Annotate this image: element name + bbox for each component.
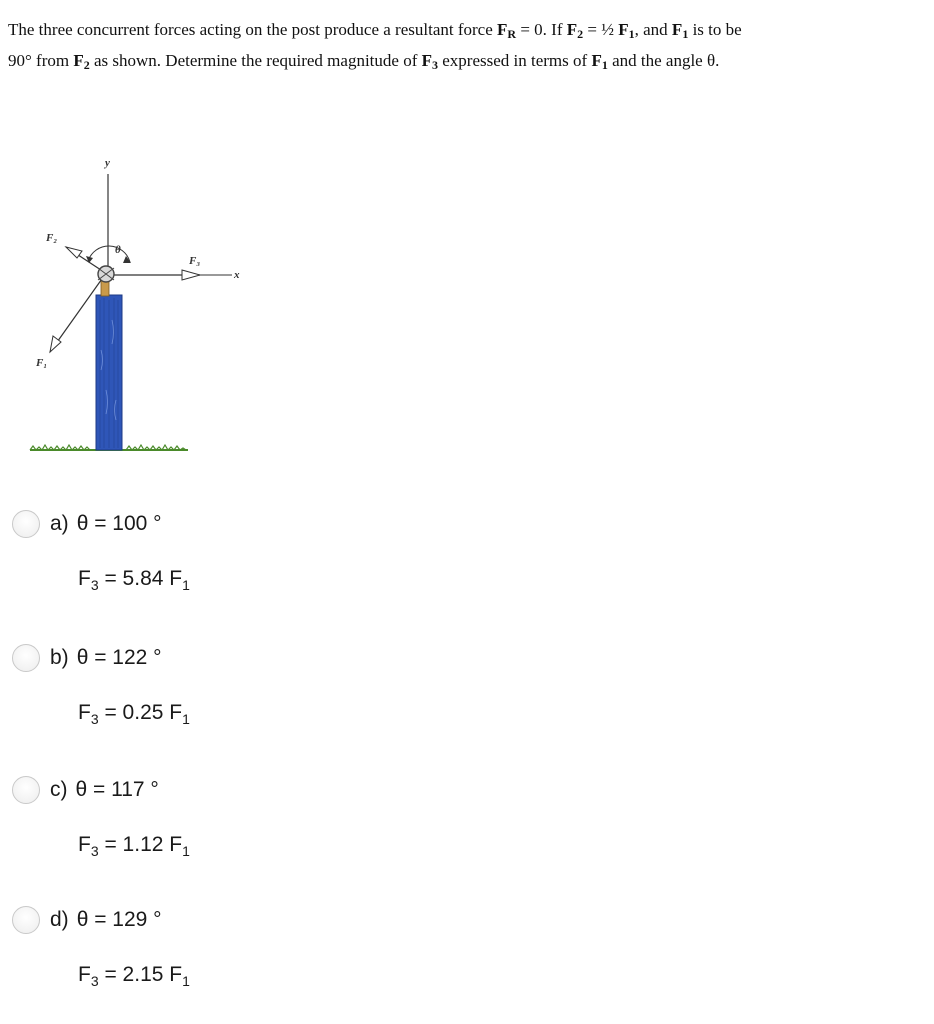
question-fragment: , and <box>634 20 672 39</box>
x-axis-label: x <box>234 269 240 281</box>
f3-vector <box>110 255 240 281</box>
question-fragment: and the angle θ. <box>607 51 720 70</box>
f1-vector <box>35 276 104 369</box>
option-d-radio[interactable] <box>12 906 40 934</box>
question-fragment: = 0. If <box>516 20 567 39</box>
option-b-theta: b) θ = 122 ° <box>50 646 162 669</box>
f2-label: F₂ <box>46 232 58 244</box>
question-line-1 <box>8 14 908 45</box>
force-diagram <box>0 150 260 470</box>
question-fragment: as shown. Determine the required magnitude of <box>89 51 422 70</box>
option-a-radio[interactable] <box>12 510 40 538</box>
question-fragment: expressed in terms of <box>438 51 592 70</box>
f3-symbol: $F_3$ <box>421 51 438 72</box>
post-ring <box>98 266 114 282</box>
f2-symbol: $F_2$ <box>566 20 584 41</box>
option-d-theta: d) θ = 129 ° <box>50 908 162 931</box>
question-fragment: is to be <box>688 20 742 39</box>
option-d[interactable] <box>12 906 412 1016</box>
option-a[interactable] <box>12 510 412 620</box>
f2-symbol: $F_2$ <box>73 51 90 72</box>
option-c-radio[interactable] <box>12 776 40 804</box>
f1-symbol: $F_1$ <box>591 51 608 72</box>
f2-vector <box>45 232 104 272</box>
question-fragment: = ½ <box>583 20 619 39</box>
question-text <box>8 14 908 76</box>
question-fragment: The three concurrent forces acting on the post produce a resultant force <box>8 20 498 39</box>
y-axis-label: y <box>105 157 110 169</box>
fr-symbol: $F_R$ <box>497 20 517 41</box>
option-c-f3: $F_3 = 1.12$ $F_1$ <box>78 833 190 859</box>
f1-symbol: $F_1$ <box>618 20 635 41</box>
question-fragment: 90° from <box>8 51 74 70</box>
option-b-radio[interactable] <box>12 644 40 672</box>
f1-label: F₁ <box>36 357 48 369</box>
theta-label: θ <box>115 244 121 256</box>
post <box>96 278 122 450</box>
option-b[interactable] <box>12 644 412 754</box>
option-b-f3: $F_3 = 0.25$ $F_1$ <box>78 701 190 727</box>
y-axis <box>103 157 110 275</box>
f3-label: F₃ <box>189 255 201 267</box>
option-c[interactable] <box>12 776 412 886</box>
question-line-2 <box>8 45 908 76</box>
option-d-f3: $F_3 = 2.15$ $F_1$ <box>78 963 190 989</box>
force-diagram-svg <box>0 150 260 470</box>
option-a-f3: $F_3 = 5.84$ $F_1$ <box>78 567 190 593</box>
option-a-theta: a) θ = 100 ° <box>50 512 162 535</box>
option-c-theta: c) θ = 117 ° <box>50 778 159 801</box>
f1-symbol: $F_1$ <box>671 20 689 41</box>
